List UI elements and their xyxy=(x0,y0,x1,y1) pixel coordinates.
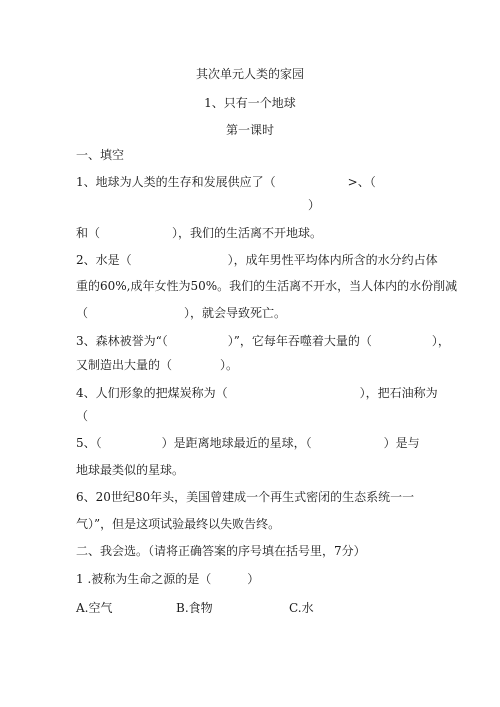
question-3-line-2: 又制造出大量的（ ）。 xyxy=(76,358,239,372)
question-6-line-1: 6、20世纪80年头，美国曾建成一个再生式密闭的生态系统一一 xyxy=(76,490,415,504)
question-6-line-2: 气）”，但是这项试验最终以失败告终。 xyxy=(76,517,281,531)
mc-option-b: B.食物 xyxy=(176,601,213,615)
question-1-line-1: 1、地球为人类的生存和发展供应了（ >、（ xyxy=(76,175,376,189)
question-2-line-1: 2、水是（ ），成年男性平均体内所含的水分约占体 xyxy=(76,253,438,267)
section-fill-blank-heading: 一、填空 xyxy=(76,148,125,162)
mc-option-c: C.水 xyxy=(289,601,314,615)
question-3-line-1: 3、森林被誉为“（ ）”，它每年吞噬着大量的（ ）， xyxy=(76,334,450,348)
question-4-line-2: （ xyxy=(76,409,89,423)
question-2-line-2: 重的60%,成年女性为50%。我们的生活离不开水，当人体内的水份削减 xyxy=(76,279,458,293)
mc-question-1: 1 .被称为生命之源的是（ ） xyxy=(76,572,260,586)
question-2-line-3: （ ），就会导致死亡。 xyxy=(76,306,287,320)
lesson-title: 1、只有一个地球 xyxy=(204,96,296,110)
question-5-line-1: 5、（ ）是距离地球最近的星球，（ ）是与 xyxy=(76,436,420,450)
section-multiple-choice-heading: 二、我会选。（请将正确答案的序号填在括号里，7分） xyxy=(76,544,366,558)
mc-option-a: A.空气 xyxy=(76,601,113,615)
unit-title: 其次单元人类的家园 xyxy=(195,67,304,81)
question-4-line-1: 4、人们形象的把煤炭称为（ ），把石油称为 xyxy=(76,386,438,400)
question-5-line-2: 地球最类似的星球。 xyxy=(76,463,185,477)
question-1-line-2: ） xyxy=(308,198,321,212)
period-label: 第一课时 xyxy=(225,123,274,137)
question-1-line-3: 和（ ），我们的生活离不开地球。 xyxy=(76,226,323,240)
